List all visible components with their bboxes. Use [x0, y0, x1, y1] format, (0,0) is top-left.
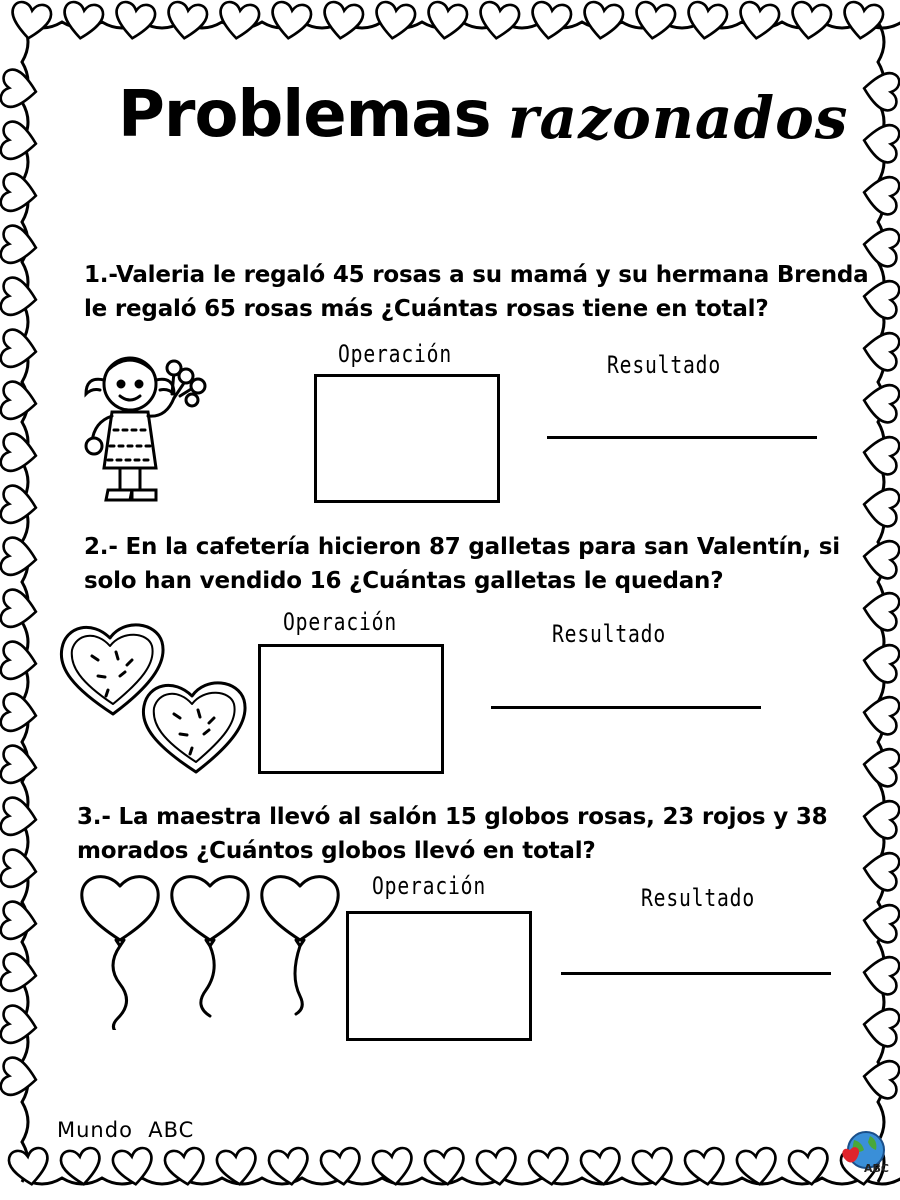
border-heart	[0, 744, 38, 786]
border-heart	[476, 1147, 519, 1187]
border-heart	[0, 432, 38, 474]
operation-box-2[interactable]	[258, 644, 444, 774]
border-heart	[862, 746, 900, 788]
girl-with-flowers-icon	[80, 350, 215, 508]
border-heart	[0, 640, 38, 682]
border-heart	[0, 588, 38, 630]
border-heart	[373, 1, 416, 41]
border-heart	[862, 1006, 900, 1048]
globe-logo-icon	[840, 1128, 890, 1178]
border-heart	[862, 538, 900, 580]
border-heart	[321, 1, 364, 41]
footer-brand: Mundo ABC	[57, 1118, 195, 1142]
border-heart	[862, 174, 900, 216]
border-heart	[862, 70, 900, 112]
border-heart	[0, 224, 38, 266]
result-label-3: Resultado	[641, 884, 756, 912]
logo-text: ABC	[864, 1162, 889, 1175]
border-heart	[269, 1, 312, 41]
border-heart	[0, 952, 38, 994]
border-heart	[0, 380, 38, 422]
border-heart	[862, 798, 900, 840]
border-heart	[862, 902, 900, 944]
border-heart	[862, 330, 900, 372]
border-heart	[320, 1147, 363, 1187]
border-heart	[217, 1, 260, 41]
border-heart	[0, 172, 38, 214]
problem-1-text: 1.-Valeria le regaló 45 rosas a su mamá y su hermana Brenda le regaló 65 rosas más ¿Cuántas rosas tiene en total?	[84, 262, 869, 322]
operation-label-2: Operación	[283, 608, 398, 636]
border-heart	[0, 796, 38, 838]
border-heart	[862, 850, 900, 892]
result-label-1: Resultado	[607, 351, 722, 379]
border-heart	[862, 694, 900, 736]
result-label-2: Resultado	[552, 620, 667, 648]
border-heart	[0, 692, 38, 734]
page-title: Problemas	[118, 78, 491, 152]
border-heart	[862, 590, 900, 632]
border-heart	[862, 1058, 900, 1100]
border-heart	[8, 1147, 51, 1187]
page-title-script: razonados	[508, 84, 849, 152]
border-heart	[737, 1, 780, 41]
border-heart	[684, 1147, 727, 1187]
border-heart	[0, 848, 38, 890]
border-heart	[425, 1, 468, 41]
border-heart	[477, 1, 520, 41]
border-heart	[0, 1004, 38, 1046]
border-heart	[165, 1, 208, 41]
border-heart	[9, 1, 52, 41]
border-heart	[0, 900, 38, 942]
border-heart	[862, 122, 900, 164]
border-heart	[0, 120, 38, 162]
border-heart	[113, 1, 156, 41]
heart-cookies-icon	[58, 616, 250, 776]
result-line-2[interactable]	[491, 706, 761, 709]
border-heart	[0, 276, 38, 318]
border-heart	[0, 68, 38, 110]
border-heart	[0, 484, 38, 526]
border-heart	[862, 642, 900, 684]
border-heart	[789, 1, 832, 41]
border-heart	[685, 1, 728, 41]
border-heart	[862, 434, 900, 476]
operation-box-1[interactable]	[314, 374, 500, 503]
border-heart	[862, 954, 900, 996]
border-heart	[529, 1, 572, 41]
border-heart	[581, 1, 624, 41]
operation-label-3: Operación	[372, 872, 487, 900]
problem-2-text: 2.- En la cafetería hicieron 87 galletas para san Valentín, si solo han vendido 16 ¿Cuántas galletas le quedan?	[84, 534, 840, 594]
border-heart	[0, 536, 38, 578]
border-heart	[862, 382, 900, 424]
operation-box-3[interactable]	[346, 911, 532, 1041]
problem-3-text: 3.- La maestra llevó al salón 15 globos rosas, 23 rojos y 38 morados ¿Cuántos globos llevó en total?	[77, 804, 828, 864]
result-line-3[interactable]	[561, 972, 831, 975]
result-line-1[interactable]	[547, 436, 817, 439]
border-heart	[0, 1056, 38, 1098]
border-heart	[862, 486, 900, 528]
border-heart	[61, 1, 104, 41]
operation-label-1: Operación	[338, 340, 453, 368]
border-heart	[841, 1, 884, 41]
border-heart	[633, 1, 676, 41]
border-vine	[22, 1178, 900, 1184]
border-heart	[164, 1147, 207, 1187]
heart-balloons-icon	[78, 872, 344, 1030]
border-heart	[0, 328, 38, 370]
